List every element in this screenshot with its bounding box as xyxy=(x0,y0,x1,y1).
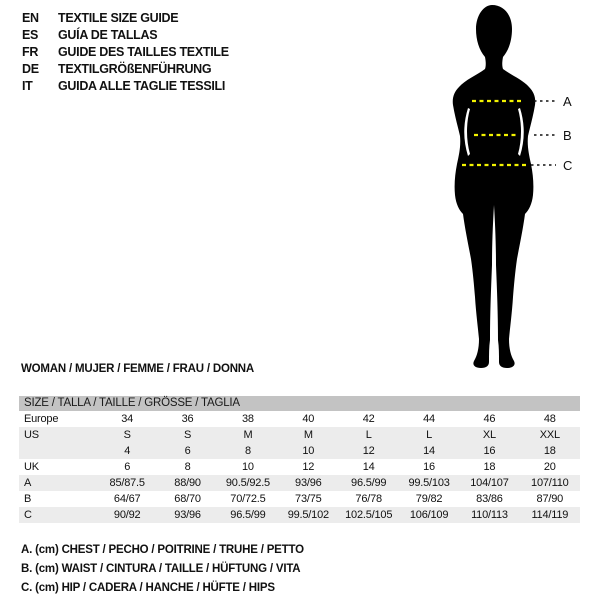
table-cell: 4 xyxy=(124,445,131,457)
language-code: EN xyxy=(22,11,39,25)
table-cell: 99.5/103 xyxy=(408,477,450,489)
measurement-legend xyxy=(21,541,304,598)
marker-label-b: B xyxy=(563,128,572,143)
table-cell: 85/87.5 xyxy=(109,477,145,489)
marker-label-c: C xyxy=(563,158,573,173)
table-cell: 106/109 xyxy=(409,509,449,521)
table-cell: M xyxy=(243,429,253,441)
table-cell: 48 xyxy=(543,413,556,425)
language-list xyxy=(22,10,229,95)
language-label: TEXTILE SIZE GUIDE xyxy=(58,11,179,25)
table-cell: 87/90 xyxy=(536,493,564,505)
table-cell: 20 xyxy=(543,461,556,473)
table-cell: 93/96 xyxy=(174,509,201,521)
table-cell: 99.5/102 xyxy=(287,509,329,521)
section-title: WOMAN / MUJER / FEMME / FRAU / DONNA xyxy=(21,363,255,375)
language-row xyxy=(22,10,229,27)
table-cell: 104/107 xyxy=(470,477,509,489)
table-cell: 46 xyxy=(483,413,496,425)
table-cell: 90.5/92.5 xyxy=(225,477,270,489)
table-cell: 8 xyxy=(184,461,191,473)
woman-silhouette xyxy=(453,5,536,368)
table-cell: 38 xyxy=(242,413,254,425)
language-code: ES xyxy=(22,28,39,42)
table-cell: S xyxy=(123,429,131,441)
legend-line: A. (cm) CHEST / PECHO / POITRINE / TRUHE / PETTO xyxy=(21,544,304,556)
language-label: GUÍA DE TALLAS xyxy=(58,28,158,42)
row-label: Europe xyxy=(24,413,59,425)
table-cell: L xyxy=(365,429,372,441)
language-row xyxy=(22,61,229,78)
table-cell: XXL xyxy=(539,429,560,441)
table-cell: 102.5/105 xyxy=(345,509,393,521)
table-cell: 40 xyxy=(302,413,315,425)
table-cell: 70/72.5 xyxy=(230,493,266,505)
table-cell: 90/92 xyxy=(113,509,141,521)
language-row xyxy=(22,44,229,61)
table-cell: 79/82 xyxy=(415,493,443,505)
row-label: C xyxy=(24,509,32,521)
size-table-body xyxy=(19,411,580,523)
table-cell: 36 xyxy=(181,413,194,425)
table-cell: L xyxy=(426,429,433,441)
language-row xyxy=(22,78,229,95)
legend-line: B. (cm) WAIST / CINTURA / TAILLE / HÜFTUNG / VITA xyxy=(21,563,301,575)
table-row xyxy=(19,443,580,459)
table-cell: 96.5/99 xyxy=(351,477,387,489)
table-row xyxy=(19,475,580,491)
woman-silhouette-figure xyxy=(410,2,580,370)
language-label: TEXTILGRÖßENFÜHRUNG xyxy=(58,62,212,76)
table-cell: 44 xyxy=(423,413,435,425)
table-cell: 68/70 xyxy=(174,493,201,505)
size-table-header: SIZE / TALLA / TAILLE / GRÖSSE / TAGLIA xyxy=(19,396,580,411)
table-cell: 12 xyxy=(302,461,315,473)
table-cell: 18 xyxy=(483,461,496,473)
row-label xyxy=(19,443,97,459)
table-cell: XL xyxy=(482,429,496,441)
row-label: UK xyxy=(24,461,39,473)
language-label: GUIDE DES TAILLES TEXTILE xyxy=(58,45,229,59)
table-cell: 64/67 xyxy=(113,493,141,505)
table-row xyxy=(19,507,580,523)
table-cell: M xyxy=(303,429,313,441)
table-cell: 42 xyxy=(362,413,375,425)
language-code: DE xyxy=(22,62,39,76)
table-cell: 10 xyxy=(302,445,315,457)
table-cell: 16 xyxy=(483,445,496,457)
language-label: GUIDA ALLE TAGLIE TESSILI xyxy=(58,79,226,93)
table-cell: 10 xyxy=(242,461,254,473)
table-cell: S xyxy=(183,429,192,441)
table-cell: 93/96 xyxy=(295,477,322,489)
table-cell: 14 xyxy=(423,445,435,457)
table-cell: 88/90 xyxy=(174,477,201,489)
table-cell: 96.5/99 xyxy=(230,509,266,521)
table-cell: 110/113 xyxy=(471,509,508,521)
legend-line: C. (cm) HIP / CADERA / HANCHE / HÜFTE / HIPS xyxy=(21,582,275,594)
table-cell: 34 xyxy=(121,413,134,425)
language-code: IT xyxy=(22,79,33,93)
table-row xyxy=(19,459,580,475)
figure-area xyxy=(410,2,580,370)
table-cell: 12 xyxy=(362,445,375,457)
table-cell: 6 xyxy=(184,445,191,457)
language-row xyxy=(22,27,229,44)
table-row xyxy=(19,491,580,507)
marker-label-a: A xyxy=(563,94,572,109)
table-cell: 107/110 xyxy=(531,477,569,489)
table-row xyxy=(19,411,580,427)
row-label: A xyxy=(24,477,32,489)
row-label: US xyxy=(24,429,39,441)
table-cell: 6 xyxy=(124,461,131,473)
language-code: FR xyxy=(22,45,39,59)
table-cell: 18 xyxy=(543,445,556,457)
table-row xyxy=(19,427,580,443)
size-table xyxy=(19,396,580,523)
table-cell: 73/75 xyxy=(295,493,322,505)
table-cell: 114/119 xyxy=(531,509,569,521)
table-cell: 14 xyxy=(362,461,375,473)
table-cell: 16 xyxy=(423,461,435,473)
table-cell: 76/78 xyxy=(355,493,382,505)
table-cell: 83/86 xyxy=(476,493,503,505)
table-cell: 8 xyxy=(244,445,251,457)
row-label: B xyxy=(24,493,32,505)
